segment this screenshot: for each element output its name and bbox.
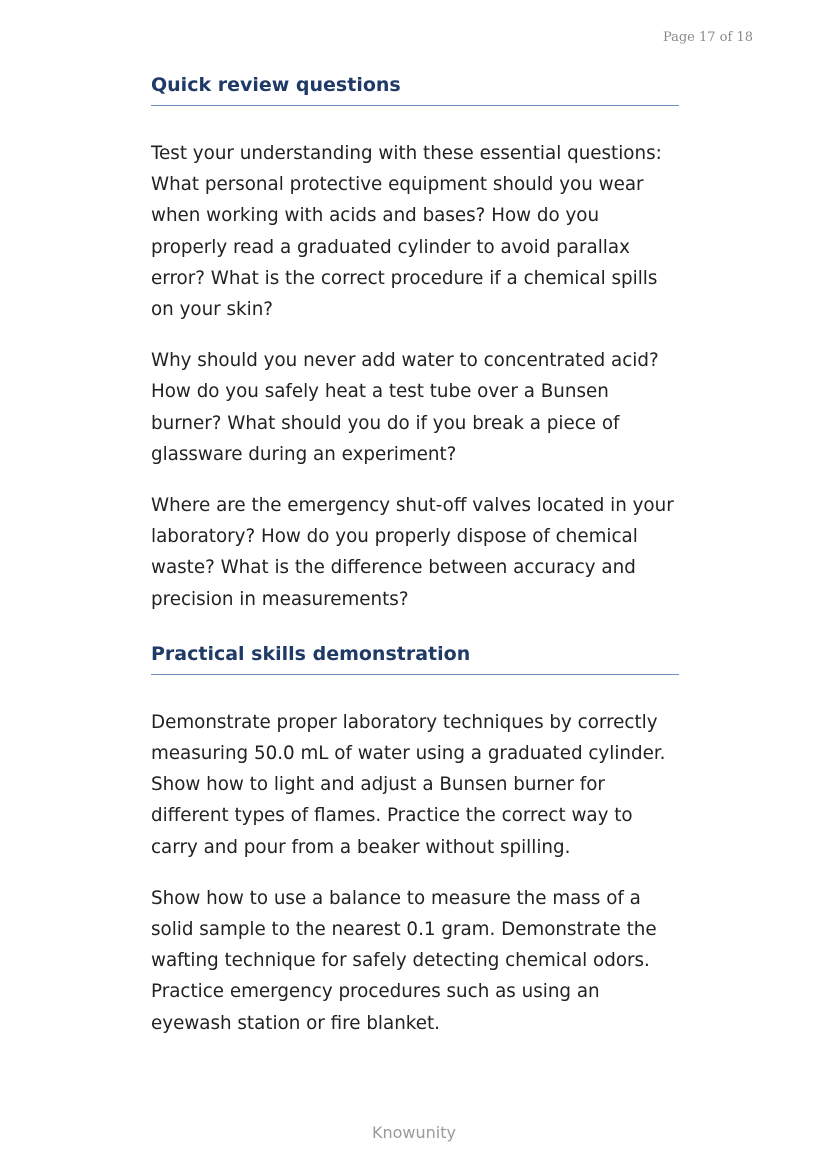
paragraph: Test your understanding with these essential questions: What personal protective equipment should you wear when working with acids and bases? How do you properly read a graduated cylinder to avoid parallax error? What is the correct procedure if a chemical spills on your skin? [151, 143, 662, 321]
paragraph: Where are the emergency shut-off valves located in your laboratory? How do you properly dispose of chemical waste? What is the difference between accuracy and precision in measurements? [151, 495, 674, 610]
section-heading-quick-review: Quick review questions [151, 74, 679, 106]
page-number: Page 17 of 18 [662, 30, 753, 45]
footer-brand: Knowunity [372, 1123, 456, 1142]
paragraph: Demonstrate proper laboratory techniques by correctly measuring 50.0 mL of water using a graduated cylinder. Show how to light and adjust a Bunsen burner for different types of flames. Practice the correct way to carry and pour from a beaker without spilling. [151, 711, 666, 858]
paragraph: Why should you never add water to concentrated acid? How do you safely heat a test tube over a Bunsen burner? What should you do if you break a piece of glassware during an experiment? [151, 350, 659, 465]
paragraph: Show how to use a balance to measure the mass of a solid sample to the nearest 0.1 gram. Demonstrate the wafting technique for safely detecting chemical odors. Practice emergency procedures such as using an eyewash station or fire blanket. [151, 887, 657, 1034]
section-heading-practical-skills: Practical skills demonstration [151, 643, 679, 675]
document-body [151, 74, 679, 1039]
